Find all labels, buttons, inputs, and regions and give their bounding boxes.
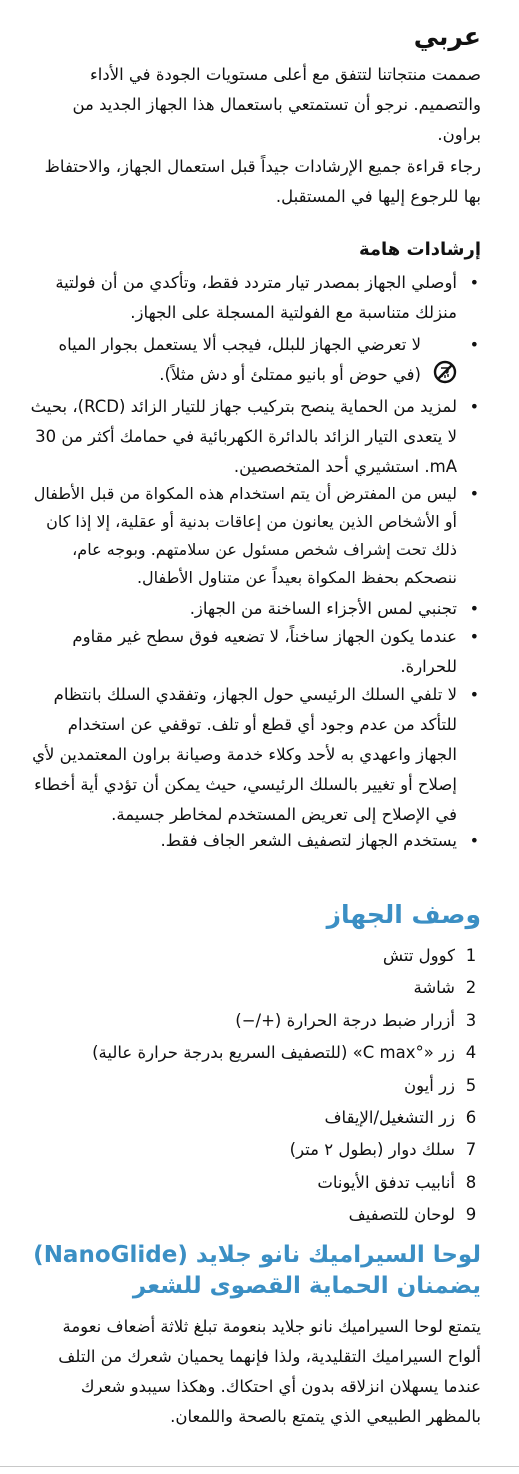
part-label: زر التشغيل/الإيقاف bbox=[324, 1107, 455, 1127]
intro-paragraph-1: صممت منتجاتنا لتتفق مع أعلى مستويات الجودة في الأداء والتصميم. نرجو أن تستمتعي باستعمال هذا الجهاز الجديد من براون. bbox=[72, 65, 481, 144]
list-item bbox=[28, 480, 481, 592]
part-number: 1 bbox=[465, 946, 477, 965]
instruction-text: أوصلي الجهاز بمصدر تيار متردد فقط، وتأكدي من أن فولتية منزلك متناسبة مع الفولتية المسجلة على الجهاز. bbox=[55, 273, 457, 322]
bullet-marker: • bbox=[469, 599, 479, 618]
bullet-marker: • bbox=[469, 484, 479, 503]
part-label: كوول تتش bbox=[382, 946, 455, 965]
list-item bbox=[28, 622, 481, 682]
bullet-marker: • bbox=[469, 627, 479, 646]
part-label: أزرار ضبط درجة الحرارة (+/−) bbox=[235, 1010, 455, 1030]
instruction-text: يستخدم الجهاز لتصفيف الشعر الجاف فقط. bbox=[160, 831, 457, 850]
nanoglide-heading bbox=[28, 1240, 481, 1302]
part-number: 6 bbox=[465, 1107, 477, 1127]
part-number: 4 bbox=[465, 1043, 477, 1063]
bullet-marker: • bbox=[469, 685, 479, 704]
bullet-marker: • bbox=[469, 273, 479, 292]
list-item bbox=[28, 268, 481, 328]
page-divider bbox=[0, 1466, 519, 1467]
instruction-text: لمزيد من الحماية ينصح بتركيب جهاز للتيار الزائد (RCD)، بحيث لا يتعدى التيار الزائد بالدائرة الكهربائية في حمامك أكثر من 30 mA. استشيري أحد المتخصصين. bbox=[30, 397, 457, 476]
nanoglide-heading-line-2: يضمنان الحماية القصوى للشعر bbox=[132, 1273, 481, 1299]
bullet-marker: • bbox=[469, 397, 479, 416]
instruction-text: ليس من المفترض أن يتم استخدام هذه المكواة من قبل الأطفال أو الأشخاص الذين يعانون من إعاقات بدنية أو عقلية، إلا إذا كان ذلك تحت إشراف شخص مسئول عن سلامتهم. وبوجه عام، ننصحكم بحفظ المكواة بعيداً عن متناول الأطفال. bbox=[33, 484, 457, 587]
part-label: شاشة bbox=[413, 978, 455, 998]
list-item bbox=[28, 1037, 481, 1069]
parts-list bbox=[28, 940, 481, 1232]
language-heading: عربي bbox=[413, 22, 481, 51]
list-item bbox=[28, 826, 481, 856]
important-instructions-heading: إرشادات هامة bbox=[358, 239, 481, 260]
nanoglide-heading-line-1: لوحا السيراميك نانو جلايد (NanoGlide) bbox=[33, 1242, 481, 1268]
part-label: أنابيب تدفق الأيونات bbox=[317, 1172, 455, 1192]
part-label: زر أيون bbox=[404, 1075, 455, 1095]
part-label: زر «°C max» (للتصفيف السريع بدرجة حرارة عالية) bbox=[92, 1043, 455, 1063]
part-number: 2 bbox=[465, 978, 477, 998]
list-item bbox=[28, 1167, 481, 1199]
part-label: لوحان للتصفيف bbox=[348, 1205, 455, 1225]
instructions-list bbox=[28, 268, 481, 868]
device-description-heading: وصف الجهاز bbox=[326, 900, 481, 929]
part-number: 3 bbox=[465, 1010, 477, 1030]
list-item bbox=[28, 940, 481, 972]
list-item bbox=[28, 1070, 481, 1102]
nanoglide-paragraph: يتمتع لوحا السيراميك نانو جلايد بنعومة تبلغ ثلاثة أضعاف نعومة ألواح السيراميك التقليدية، ولذا فإنهما يحميان شعرك من التلف عندما يسهلان انزلاقه بدون أي احتكاك. وهكذا سيبدو شعرك بالمظهر الطبيعي الذي يتمتع بالصحة واللمعان. bbox=[58, 1317, 481, 1426]
list-item bbox=[28, 1005, 481, 1037]
list-item bbox=[28, 392, 481, 482]
intro-paragraph-2: رجاء قراءة جميع الإرشادات جيداً قبل استعمال الجهاز، والاحتفاظ بها للرجوع إليها في المستقبل. bbox=[44, 157, 481, 206]
instruction-text: لا تلفي السلك الرئيسي حول الجهاز، وتفقدي السلك بانتظام للتأكد من عدم وجود أي قطع أو تلف. توقفي عن استخدام الجهاز واعهدي به لأحد وكلاء خدمة وصيانة براون المعتمدين لأي إصلاح أو تغيير بالسلك الرئيسي، حيث يمكن أن تؤدي أية أخطاء في الإصلاح إلى تعريض المستخدم لمخاطر جسيمة. bbox=[32, 685, 457, 824]
instruction-text: تجنبي لمس الأجزاء الساخنة من الجهاز. bbox=[189, 599, 457, 618]
part-number: 5 bbox=[465, 1075, 477, 1095]
bullet-marker: • bbox=[469, 335, 479, 354]
bullet-marker: • bbox=[469, 831, 479, 850]
list-item bbox=[28, 680, 481, 830]
part-number: 7 bbox=[465, 1140, 477, 1160]
part-number: 8 bbox=[465, 1172, 477, 1192]
instruction-text: عندما يكون الجهاز ساخناً، لا تضعيه فوق سطح غير مقاوم للحرارة. bbox=[72, 627, 457, 676]
part-label: سلك دوار (بطول ٢ متر) bbox=[289, 1140, 455, 1160]
list-item bbox=[28, 1134, 481, 1166]
list-item bbox=[28, 1102, 481, 1134]
instruction-text: لا تعرضي الجهاز للبلل، فيجب ألا يستعمل بجوار المياه (في حوض أو بانيو ممتلئ أو دش مثلاً). bbox=[58, 335, 421, 384]
list-item bbox=[28, 330, 481, 390]
list-item bbox=[28, 594, 481, 624]
no-shower-icon bbox=[433, 360, 457, 384]
list-item bbox=[28, 1199, 481, 1231]
part-number: 9 bbox=[465, 1205, 477, 1225]
list-item bbox=[28, 972, 481, 1004]
